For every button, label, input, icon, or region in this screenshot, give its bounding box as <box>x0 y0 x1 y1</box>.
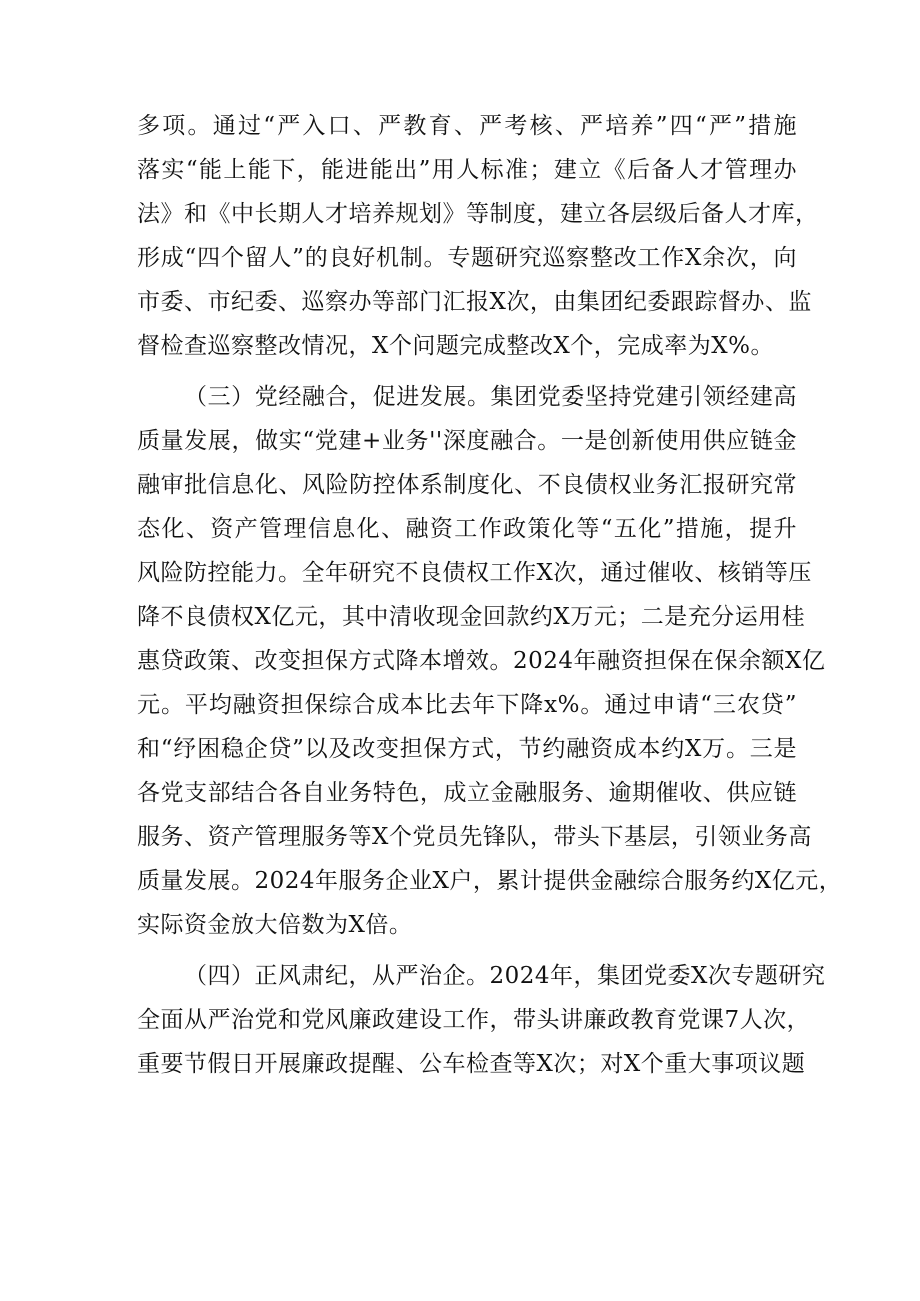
text-line: 督检查巡察整改情况，X个问题完成整改X个，完成率为X%。 <box>137 333 774 359</box>
section-heading-line: （三）党经融合，促进发展。集团党委坚持党建引领经建高 <box>184 384 797 410</box>
text-line: 态化、资产管理信息化、融资工作政策化等“五化”措施，提升 <box>137 516 797 542</box>
text-line: 和“纾困稳企贷”以及改变担保方式，节约融资成本约X万。三是 <box>137 736 797 762</box>
paragraph-talent-rectification <box>137 104 819 368</box>
paragraph-party-business-integration <box>137 375 843 947</box>
text-line: 惠贷政策、改变担保方式降本增效。2024年融资担保在保余额X亿 <box>137 648 826 674</box>
text-line: 实际资金放大倍数为X倍。 <box>137 912 413 938</box>
text-line: 法》和《中长期人才培养规划》等制度，建立各层级后备人才库， <box>137 201 819 227</box>
text-line: 风险防控能力。全年研究不良债权工作X次，通过催收、核销等压 <box>137 560 812 586</box>
text-line: 元。平均融资担保综合成本比去年下降x%。通过申请“三农贷” <box>137 692 797 718</box>
paragraph-discipline <box>137 954 826 1086</box>
text-line: 落实“能上能下，能进能出”用人标准；建立《后备人才管理办 <box>137 157 797 183</box>
text-line: 全面从严治党和党风廉政建设工作，带头讲廉政教育党课7人次， <box>137 1007 811 1033</box>
document-body <box>137 104 843 1086</box>
text-line: 质量发展，做实“党建+业务''深度融合。一是创新使用供应链金 <box>137 428 797 454</box>
text-line: 降不良债权X亿元，其中清收现金回款约X万元；二是充分运用桂 <box>137 604 806 630</box>
text-line: 质量发展。2024年服务企业X户，累计提供金融综合服务约X亿元， <box>137 868 843 894</box>
text-line: 重要节假日开展廉政提醒、公车检查等X次；对X个重大事项议题 <box>137 1051 806 1077</box>
text-line: 融审批信息化、风险防控体系制度化、不良债权业务汇报研究常 <box>137 472 797 498</box>
text-line: 形成“四个留人”的良好机制。专题研究巡察整改工作X余次，向 <box>137 245 797 271</box>
text-line: 服务、资产管理服务等X个党员先锋队，带头下基层，引领业务高 <box>137 824 812 850</box>
section-heading-line: （四）正风肃纪，从严治企。2024年，集团党委X次专题研究 <box>184 963 826 989</box>
text-line: 市委、市纪委、巡察办等部门汇报X次，由集团纪委跟踪督办、监 <box>137 289 812 315</box>
text-line: 多项。通过“严入口、严教育、严考核、严培养”四“严”措施 <box>137 113 797 139</box>
text-line: 各党支部结合各自业务特色，成立金融服务、逾期催收、供应链 <box>137 780 797 806</box>
